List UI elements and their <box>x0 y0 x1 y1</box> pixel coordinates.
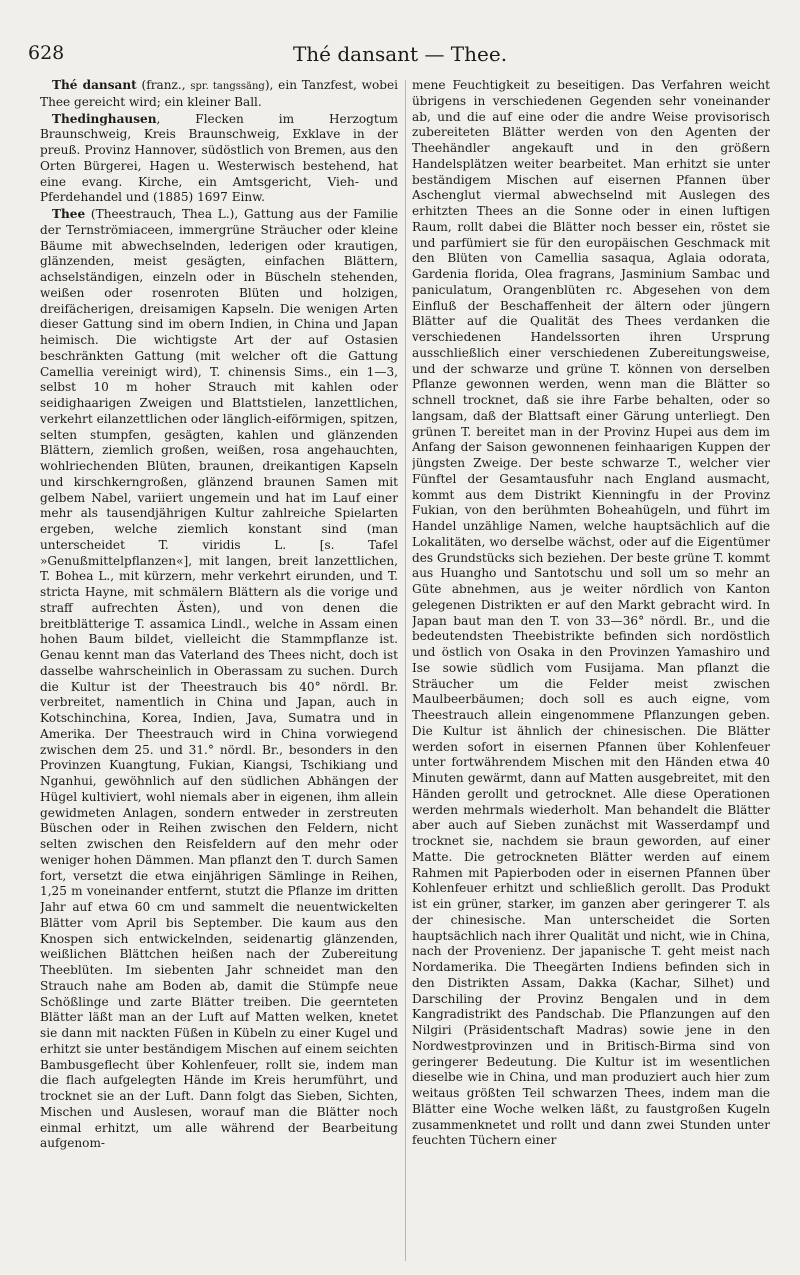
text-columns <box>40 78 770 1261</box>
entry-headword: Thé dansant <box>52 78 137 92</box>
column-divider <box>405 80 406 1261</box>
pronunciation: spr. tangssäng <box>190 81 265 92</box>
entry-text: (Theestrauch, Thea L.), Gattung aus der Familie der Ternströmiaceen, immergrüne Sträucher oder kleine Bäume mit abwechselnden, lederigen oder krautigen, glänzenden, meist gesägten, einfachen Blättern, achselständigen, einzeln oder in Büscheln stehenden, weißen oder rosenroten Blüten und holzigen, dreifächerigen, dreisamigen Kapseln. Die wenigen Arten dieser Gattung sind im obern Indien, in China und Japan heimisch. Die wichtigste Art der auf Ostasien beschränkten Gattung (mit welcher oft die Gattung Camellia vereinigt wird), T. chinensis Sims., ein 1—3, selbst 10 m hoher Strauch mit kahlen oder seidighaarigen Zweigen und Blattstielen, lanzettlichen, verkehrt eilanzettlichen oder länglich-eiförmigen, spitzen, selten stumpfen, gesägten, kahlen und glänzenden Blättern, ziemlich großen, weißen, rosa angehauchten, wohlriechenden Blüten, braunen, dreikantigen Kapseln und kirschkerngroßen, glänzend braunen Samen mit gelbem Nabel, variiert ungemein und hat im Lauf einer mehr als tausendjährigen Kultur zahlreiche Spielarten ergeben, welche ziemlich konstant sind (man unterscheidet T. viridis L. [s. Tafel »Genußmittelpflanzen«], mit langen, breit lanzettlichen, T. Bohea L., mit kürzern, mehr verkehrt eirunden, und T. stricta Hayne, mit schmälern Blättern als die vorige und straff aufrechten Ästen), und von denen die breitblätterige T. assamica Lindl., welche in Assam einen hohen Baum bildet, vielleicht die Stammpflanze ist. Genau kennt man das Vaterland des Thees nicht, doch ist dasselbe wahrscheinlich in Oberassam zu suchen. Durch die Kultur ist der Theestrauch bis 40° nördl. Br. verbreitet, namentlich in China und Japan, auch in Kotschinchina, Korea, Indien, Java, Sumatra und in Amerika. Der Theestrauch wird in China vorwiegend zwischen dem 25. und 31.° nördl. Br., besonders in den Provinzen Kuangtung, Fukian, Kiangsi, Tschikiang und Nganhui, gewöhnlich auf den südlichen Abhängen der Hügel kultiviert, wohl niemals aber in eigenen, ihm allein gewidmeten Anlagen, sondern entweder in zerstreuten Büschen oder in Reihen zwischen den Feldern, nicht selten zwischen den Reisfeldern auf den mehr oder weniger hohen Dämmen. Man pflanzt den T. durch Samen fort, versetzt die etwa einjährigen Sämlinge in Reihen, 1,25 m voneinander entfernt, stutzt die Pflanze im dritten Jahr auf etwa 60 cm und sammelt die neuentwickelten Blätter vom April bis September. Die kaum aus den Knospen sich entwickelnden, seidenartig glänzenden, weißlichen Blättchen heißen nach der Zubereitung Theeblüten. Im siebenten Jahr schneidet man den Strauch nahe am Boden ab, damit die Stümpfe neue Schößlinge und zarte Blätter treiben. Die geernteten Blätter läßt man an der Luft auf Matten welken, knetet sie dann mit nackten Füßen in Kübeln zu einer Kugel und erhitzt sie unter beständigem Mischen auf einem seichten Bambusgeflecht über Kohlenfeuer, rollt sie, indem man die flach aufgelegten Hände im Kreis herumführt, und trocknet sie an der Luft. Dann folgt das Sieben, Sichten, Mischen und Auslesen, worauf man die Blätter noch einmal erhitzt, um alle während der Bearbeitung aufgenom- <box>40 207 398 1151</box>
entry-headword: Thee <box>52 207 86 221</box>
entry-thee-continued: mene Feuchtigkeit zu beseitigen. Das Verfahren weicht übrigens in verschiedenen Gegenden sehr voneinander ab, und die auf eine oder die andre Weise provisorisch zubereiteten Blätter werden von den Agenten der Theehändler angekauft und in den größern Handelsplätzen weiter bearbeitet. Man erhitzt sie unter beständigem Mischen auf eisernen Pfannen über Aschenglut viermal abwechselnd mit Auslegen des erhitzten Thees an die Sonne oder in einen luftigen Raum, rollt dabei die Blätter noch besser ein, röstet sie und parfümiert sie für den europäischen Geschmack mit den Blüten von Camellia sasaqua, Aglaia odorata, Gardenia florida, Olea fragrans, Jasminium Sambac und paniculatum, Orangenblüten rc. Abgesehen von dem Einfluß der Beschaffenheit der ältern oder jüngern Blätter auf die Qualität des Thees verdanken die verschiedenen Handelssorten ihren Ursprung ausschließlich einer verschiedenen Zubereitungsweise, und der schwarze und grüne T. können von derselben Pflanze gewonnen werden, wenn man die Blätter so schnell trocknet, daß sie ihre Farbe behalten, oder so langsam, daß der Blattsaft einer Gärung unterliegt. Den grünen T. bereitet man in der Provinz Hupei aus dem im Anfang der Saison gewonnenen feinhaarigen Kuppen der jüngsten Zweige. Der beste schwarze T., welcher vier Fünftel der Gesamtausfuhr nach England ausmacht, kommt aus dem Distrikt Kienningfu in der Provinz Fukian, von den berühmten Boheahügeln, und führt im Handel unzählige Namen, welche hauptsächlich auf die Lokalitäten, wo derselbe wächst, oder auf die Eigentümer des Grundstücks sich beziehen. Der beste grüne T. kommt aus Huangho und Santotschu und soll um so mehr an Güte abnehmen, aus je weiter nördlich von Kanton gelegenen Distrikten er auf den Markt gebracht wird. In Japan baut man den T. von 33—36° nördl. Br., und die bedeutendsten Theebistrikte befinden sich nordöstlich und östlich von Osaka in den Provinzen Yamashiro und Ise sowie südlich vom Fusijama. Man pflanzt die Sträucher um die Felder meist zwischen Maulbeerbäumen; doch soll es auch eigne, vom Theestrauch allein eingenommene Pflanzungen geben. Die Kultur ist ähnlich der chinesischen. Die Blätter werden sofort in eisernen Pfannen über Kohlenfeuer unter fortwährendem Mischen mit den Händen etwa 40 Minuten gewärmt, dann auf Matten ausgebreitet, mit den Händen gerollt und getrocknet. Alle diese Operationen werden mehrmals wiederholt. Man behandelt die Blätter aber auch auf Sieben zunächst mit Wasserdampf und trocknet sie, nachdem sie braun geworden, auf einer Matte. Die getrockneten Blätter werden auf einem Rahmen mit Papierboden oder in eisernen Pfannen über Kohlenfeuer erhitzt und schließlich gerollt. Das Produkt ist ein grüner, starker, im ganzen aber geringerer T. als der chinesische. Man unterscheidet die Sorten hauptsächlich nach ihrer Qualität und nicht, wie in China, nach der Provenienz. Der japanische T. geht meist nach Nordamerika. Die Theegärten Indiens befinden sich in den Distrikten Assam, Dakka (Kachar, Silhet) und Darschiling der Provinz Bengalen und in dem Kangradistrikt des Pandschab. Die Pflanzungen auf den Nilgiri (Präsidentschaft Madras) sowie jene in den Nordwestprovinzen und in Britisch-Birma sind von geringerer Bedeutung. Die Kultur ist im wesentlichen dieselbe wie in China, und man produziert auch hier zum weitaus größten Teil schwarzen Thees, indem man die Blätter eine Woche welken läßt, zu faustgroßen Kugeln zusammenknetet und rollt und dann zwei Stunden unter feuchten Tüchern einer <box>412 78 770 1148</box>
entry-text: (franz., <box>136 78 191 92</box>
right-column <box>412 78 770 1261</box>
running-title: Thé dansant — Thee. <box>292 42 508 66</box>
left-column <box>40 78 398 1261</box>
page-header <box>28 42 772 76</box>
entry-headword: Thedinghausen <box>52 111 157 126</box>
entry-thee <box>40 207 398 1152</box>
entry-text: ), ein Tanzfest, wobei Thee gereicht wird; ein kleiner Ball. <box>40 78 398 109</box>
entry-text: , Flecken im Herzogtum Braunschweig, Kreis Braunschweig, Exklave in der preuß. Provinz Hannover, südöstlich von Bremen, aus den Orten Bürgerei, Hagen u. Westerwisch bestehend, hat eine evang. Kirche, ein Amtsgericht, Vieh- und Pferdehandel und (1885) 1697 Einw. <box>40 111 398 205</box>
entry-the-dansant <box>40 78 398 111</box>
page-number: 628 <box>28 42 65 64</box>
entry-thedinghausen <box>40 112 398 207</box>
